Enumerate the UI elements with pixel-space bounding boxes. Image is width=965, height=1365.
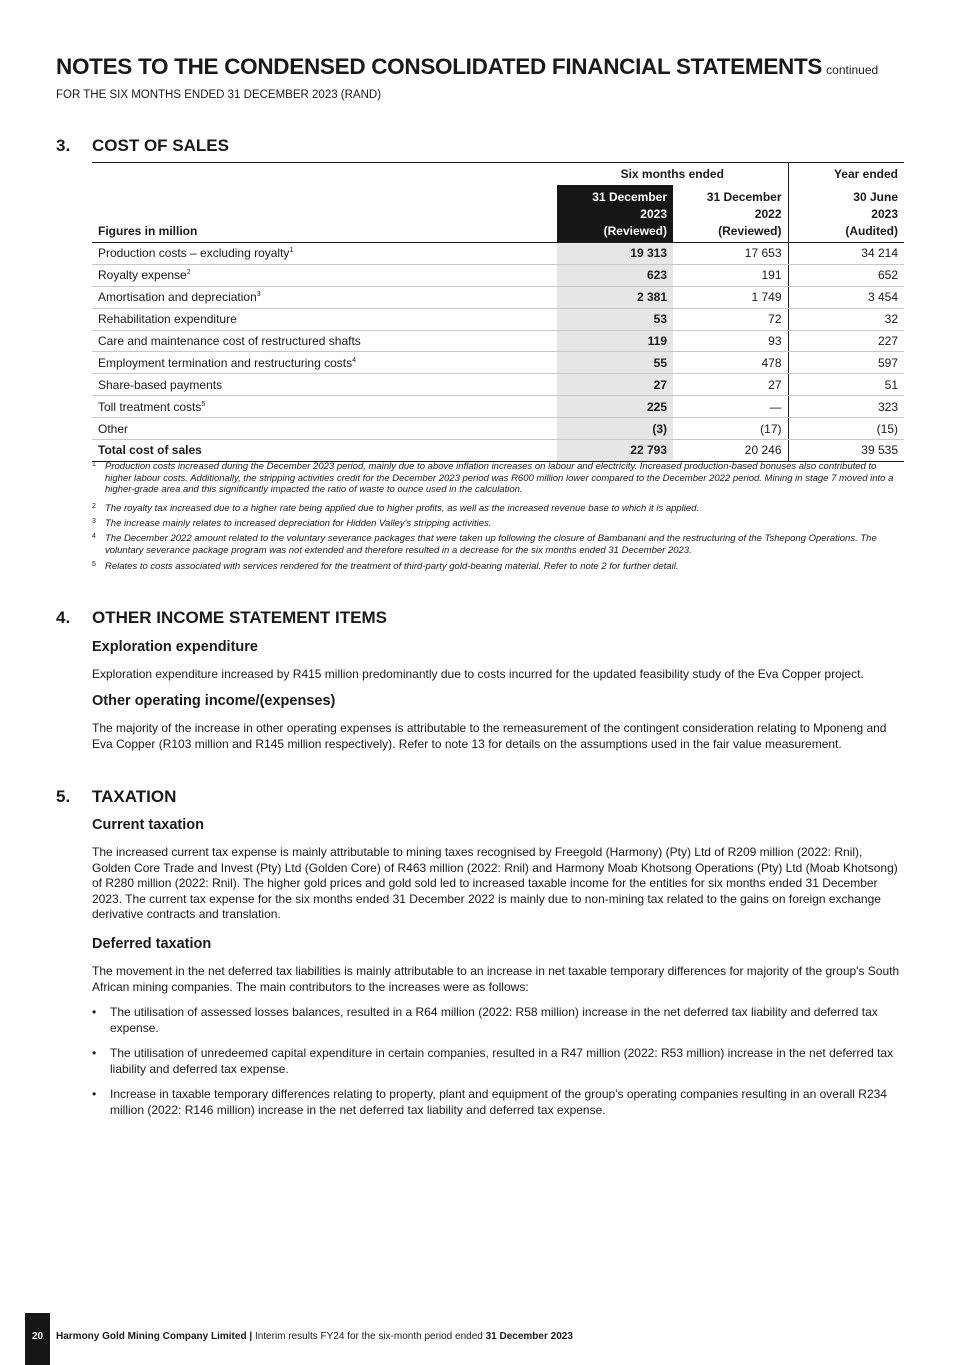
footer-description: Interim results FY24 for the six-month period ended [254,1331,483,1342]
cell-dec-2022: 93 [673,330,788,352]
section-4-number: 4. [56,608,71,627]
table-row [92,308,904,330]
table-column-header-row [92,185,904,243]
six-months-ended-header: Six months ended [557,163,788,186]
total-jun-2023: 39 535 [788,440,904,462]
footer-text [56,1331,573,1342]
cost-of-sales-table [92,162,904,462]
row-label-text: Royalty expense [98,268,187,283]
row-label-text: Employment termination and restructuring costs [98,355,353,370]
cell-dec-2023: (3) [557,418,673,440]
section-3-number: 3. [56,136,71,155]
cell-jun-2023: 32 [788,308,904,330]
footer-separator: | [249,1331,253,1342]
footnote-mark: 4 [92,533,96,540]
row-label [92,243,557,265]
current-taxation-text: The increased current tax expense is mainly attributable to mining taxes recognised by Freegold (Harmony) (Pty) Ltd of R209 million (2022: Rnil), Golden Core Trade and Invest (Pty) Ltd (Golden Core) of R463 million (2022: Rnil) and Harmony Moab Khotsong Operations (Pty) Ltd (Moab Khotsong) of R280 million (2022: Rnil). The higher gold prices and gold sold led to increased taxable income for the entities for six months ended 31 December 2023. The current tax expense for the six months ended 31 December 2022 is mainly due to non-mining tax related to the gains on foreign exchange derivative contracts and translation. [92,845,898,921]
cell-dec-2023: 119 [557,330,673,352]
table-row [92,418,904,440]
exploration-expenditure-text: Exploration expenditure increased by R415 million predominantly due to costs incurred for the updated feasibility study of the Eva Copper project. [92,667,864,681]
section-3-title: COST OF SALES [92,136,229,155]
footnote-mark: 5 [92,561,96,568]
footnote-4 [92,533,904,556]
row-label [92,396,557,418]
row-label [92,330,557,352]
row-label [92,374,557,396]
section-4-title: OTHER INCOME STATEMENT ITEMS [92,608,387,627]
page-title [56,54,878,80]
footnote-text: Relates to costs associated with services rendered for the treatment of third-party gold-bearing material. Refer to note 2 for further detail. [105,561,679,572]
cell-dec-2022: 191 [673,264,788,286]
other-operating-heading: Other operating income/(expenses) [92,693,336,709]
footnote-ref: 5 [201,400,206,408]
row-label-text: Amortisation and depreciation [98,290,257,305]
table-row [92,374,904,396]
bullet-item [92,1046,904,1077]
cell-dec-2022: 27 [673,374,788,396]
column-header-dec-2022 [673,185,788,243]
cell-jun-2023: 3 454 [788,286,904,308]
column-header-jun-2023 [788,185,904,243]
continued-label: continued [826,63,879,77]
col2-line1: 31 December [706,190,782,204]
bullet-item [92,1087,904,1118]
footnote-2 [92,503,904,515]
cell-jun-2023: 323 [788,396,904,418]
row-label-text: Share-based payments [98,377,223,392]
cell-dec-2023: 2 381 [557,286,673,308]
row-label-text: Care and maintenance cost of restructured shafts [98,334,361,348]
footnote-mark: 1 [92,461,96,468]
row-label [92,352,557,374]
cell-dec-2023: 55 [557,352,673,374]
page-footer [25,1313,955,1365]
cell-jun-2023: 34 214 [788,243,904,265]
section-4-heading [56,608,387,628]
footnote-ref: 4 [352,356,357,364]
deferred-taxation-text: The movement in the net deferred tax liabilities is mainly attributable to an increase in net taxable temporary differences for majority of the group's South African mining companies. The main contributors to the increases were as follows: [92,964,900,994]
bullet-dot: • [92,1005,97,1019]
cell-dec-2023: 623 [557,264,673,286]
cell-jun-2023: 51 [788,374,904,396]
page-number: 20 [31,1331,44,1342]
footnote-text: The royalty tax increased due to a higher rate being applied due to higher profits, as well as the increased revenue base to which it is applied. [105,503,700,514]
cell-dec-2022: 1 749 [673,286,788,308]
section-5-number: 5. [56,787,71,806]
col1-line1: 31 December [592,190,667,204]
year-ended-header: Year ended [788,163,904,186]
col3-line3: (Audited) [845,224,898,238]
cell-dec-2022: 72 [673,308,788,330]
footnote-ref: 3 [256,291,261,299]
footnote-mark: 3 [92,518,96,525]
footnote-ref: 1 [289,247,294,255]
cell-dec-2022: 17 653 [673,243,788,265]
table-row [92,264,904,286]
cell-dec-2023: 27 [557,374,673,396]
cell-dec-2022: 478 [673,352,788,374]
row-label [92,264,557,286]
footer-company: Harmony Gold Mining Company Limited [56,1331,247,1342]
table-group-header-row [92,163,904,186]
cell-jun-2023: 652 [788,264,904,286]
page-subtitle: FOR THE SIX MONTHS ENDED 31 DECEMBER 2023 (RAND) [56,89,382,101]
bullet-text: The utilisation of assessed losses balances, resulted in a R64 million (2022: R58 million) increase in the net deferred tax liability and deferred tax expense. [110,1005,878,1035]
cell-dec-2023: 53 [557,308,673,330]
total-label: Total cost of sales [92,440,557,462]
footnote-text: The increase mainly relates to increased depreciation for Hidden Valley's stripping activities. [105,518,492,529]
bullet-text: The utilisation of unredeemed capital expenditure in certain companies, resulted in a R47 million (2022: R53 million) increase in the net deferred tax liability and deferred tax expense. [110,1046,894,1076]
footnote-3 [92,518,904,530]
col3-line1: 30 June [853,190,898,204]
cell-jun-2023: (15) [788,418,904,440]
cell-jun-2023: 597 [788,352,904,374]
row-label [92,286,557,308]
current-taxation-heading: Current taxation [92,817,204,833]
table-row [92,243,904,265]
total-row [92,440,904,462]
section-3-heading [56,136,229,156]
cell-jun-2023: 227 [788,330,904,352]
footnote-5 [92,561,904,573]
page-title-text: NOTES TO THE CONDENSED CONSOLIDATED FINANCIAL STATEMENTS [56,54,823,79]
deferred-taxation-heading: Deferred taxation [92,936,212,952]
col3-line2: 2023 [871,207,898,221]
other-operating-text: The majority of the increase in other operating expenses is attributable to the remeasurement of the contingent consideration relating to Mponeng and Eva Copper (R103 million and R145 million respectively). Refer to note 13 for details on the assumptions used in the fair value measurement. [92,721,887,751]
bullet-dot: • [92,1087,97,1101]
bullet-dot: • [92,1046,97,1060]
bullet-item [92,1005,904,1036]
table-row [92,330,904,352]
row-label-text: Other [98,421,129,436]
figures-in-million-label: Figures in million [92,185,557,243]
table-header-blank [92,163,557,186]
section-5-heading [56,787,176,807]
col2-line2: 2022 [754,207,782,221]
row-label-text: Toll treatment costs [98,399,202,414]
cell-dec-2022: (17) [673,418,788,440]
cell-dec-2023: 225 [557,396,673,418]
table-row [92,286,904,308]
col1-line2: 2023 [640,207,667,221]
cell-dec-2022: — [673,396,788,418]
footnote-text: The December 2022 amount related to the voluntary severance packages that were taken up following the closure of Bambanani and the restructuring of the Tshepong Operations. The voluntary severance package program was not extended and therefore resulted in a decrease for the six months ended 31 December 2023. [105,533,877,556]
column-header-dec-2023 [557,185,673,243]
row-label [92,308,557,330]
footnote-ref: 2 [186,269,191,277]
total-dec-2023: 22 793 [557,440,673,462]
footnote-1 [92,461,904,496]
table-row [92,352,904,374]
footnote-text: Production costs increased during the December 2023 period, mainly due to above inflation increases on labour and electricity. Increased production-based bonuses also contributed to higher labour costs. Additionally, the stripping activities credit for the December 2023 period was R600 million lower compared to the December 2022 period. Mining in stage 7 moved into a higher-grade area and this significantly impacted the ratio of waste to ounce used in the calculation. [105,461,894,495]
total-dec-2022: 20 246 [673,440,788,462]
cell-dec-2023: 19 313 [557,243,673,265]
footnote-mark: 2 [92,503,96,510]
row-label [92,418,557,440]
row-label-text: Production costs – excluding royalty [98,246,290,261]
exploration-expenditure-heading: Exploration expenditure [92,639,258,655]
col1-line3: (Reviewed) [603,224,667,238]
table-row [92,396,904,418]
section-5-title: TAXATION [92,787,177,806]
footer-date: 31 December 2023 [485,1331,573,1342]
bullet-text: Increase in taxable temporary differences relating to property, plant and equipment of the group's operating companies resulting in an overall R234 million (2022: R146 million) increase in the net deferred tax liability and deferred tax expense. [110,1087,887,1117]
row-label-text: Rehabilitation expenditure [98,312,237,327]
col2-line3: (Reviewed) [718,224,782,238]
